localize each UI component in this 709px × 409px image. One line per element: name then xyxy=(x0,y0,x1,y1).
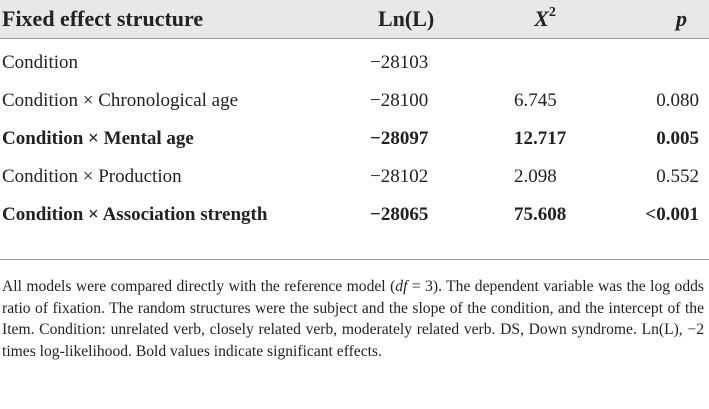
cell-ln-l: −28103 xyxy=(370,52,429,73)
table-row xyxy=(0,82,709,120)
header-chi-square-sup: 2 xyxy=(548,4,556,20)
cell-p-value: <0.001 xyxy=(645,204,699,225)
cell-effect: Condition × Production xyxy=(2,166,182,187)
cell-ln-l: −28102 xyxy=(370,166,429,187)
cell-chi-square: 6.745 xyxy=(514,90,557,111)
cell-effect: Condition xyxy=(2,52,79,73)
footnote-part-2: = 3). The dependent variable was the log odds ratio of fixation. The random structures were the subject and the slope of the condition, and the intercept of the Item. Condition: unrelated verb, closely related verb, moderately related verb. DS, Down syndrome. Ln(L), −2 times log-likelihood. Bold values indicate significant effects. xyxy=(2,278,704,361)
cell-p-value xyxy=(610,38,709,82)
cell-chi-square: 75.608 xyxy=(514,204,567,225)
cell-ln-l: −28065 xyxy=(370,204,429,225)
header-row xyxy=(0,0,709,38)
cell-chi-square: 2.098 xyxy=(514,166,557,187)
cell-p-value: 0.005 xyxy=(656,128,699,149)
table-footnote xyxy=(2,276,704,363)
table-bottom-rule xyxy=(0,259,709,260)
header-p-value: p xyxy=(676,6,687,31)
header-divider xyxy=(0,38,709,39)
footnote-df: df xyxy=(395,278,408,295)
cell-p-value: 0.080 xyxy=(656,90,699,111)
cell-effect: Condition × Association strength xyxy=(2,204,268,225)
header-chi-square-base: X xyxy=(534,6,549,31)
cell-p-value: 0.552 xyxy=(656,166,699,187)
cell-chi-square: 12.717 xyxy=(514,128,567,149)
table-row xyxy=(0,120,709,158)
cell-ln-l: −28100 xyxy=(370,90,429,111)
footnote-part-1: All models were compared directly with the reference model ( xyxy=(2,278,396,295)
table-row xyxy=(0,38,709,82)
cell-effect: Condition × Mental age xyxy=(2,128,194,149)
table-row xyxy=(0,158,709,196)
header-chi-square xyxy=(480,0,610,38)
table-row xyxy=(0,196,709,234)
cell-ln-l: −28097 xyxy=(370,128,429,149)
header-ln-l: Ln(L) xyxy=(378,6,435,31)
cell-chi-square xyxy=(480,38,610,82)
cell-effect: Condition × Chronological age xyxy=(2,90,239,111)
header-fixed-effect: Fixed effect structure xyxy=(2,6,204,31)
